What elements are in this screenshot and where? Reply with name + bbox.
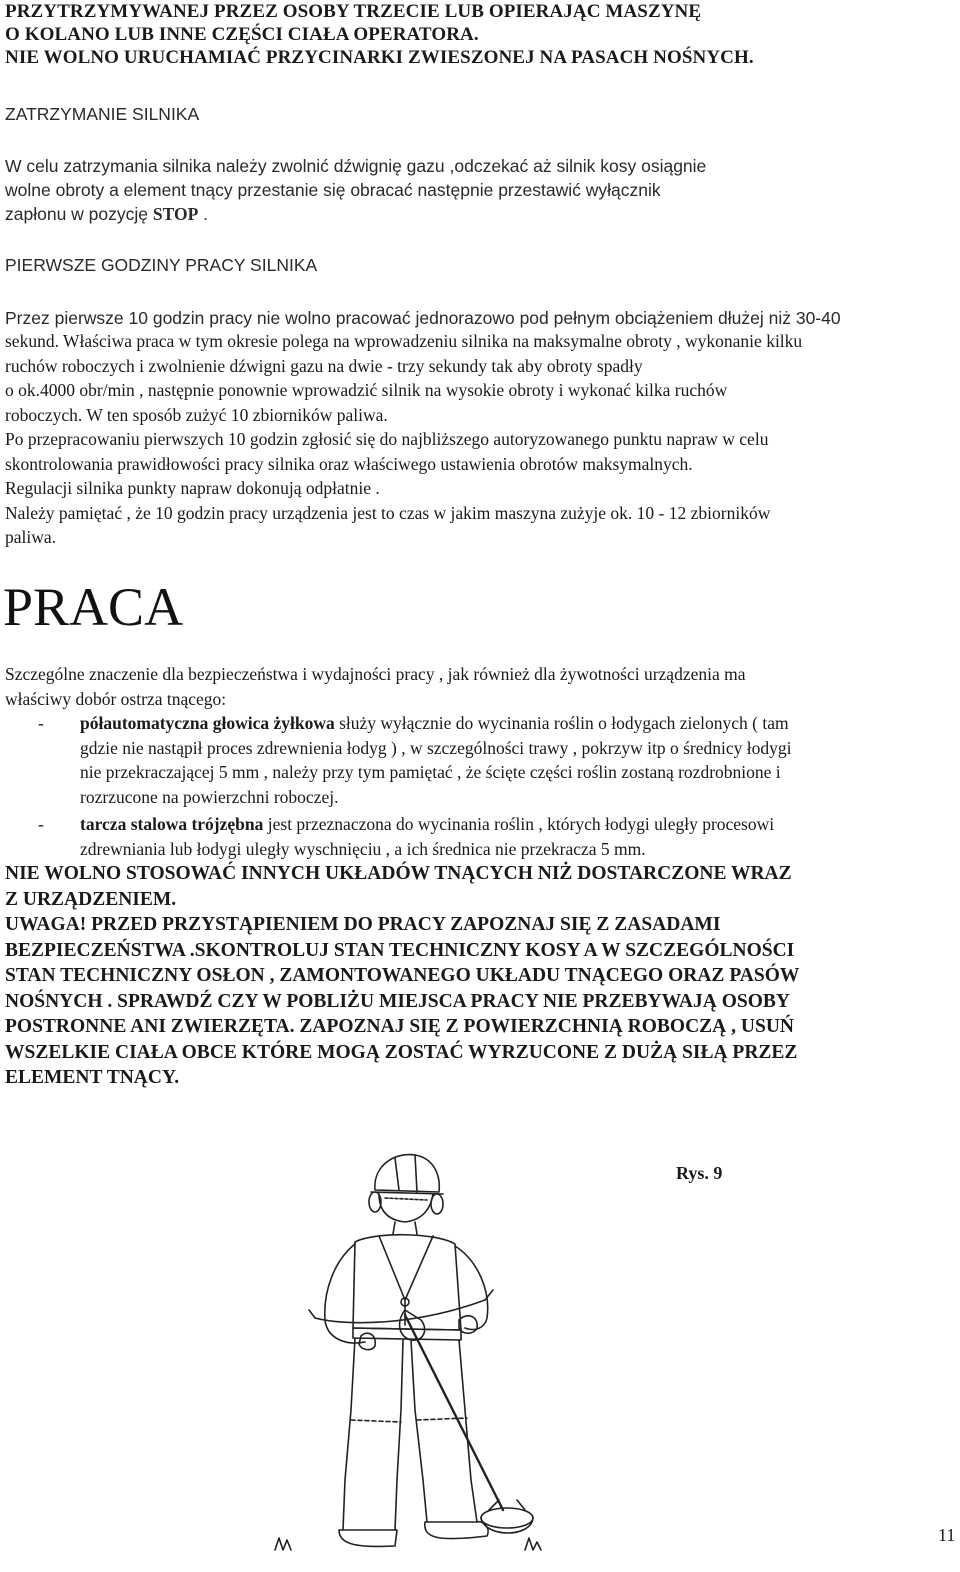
list-item-first-line bbox=[80, 711, 960, 736]
first-hours-line: skontrolowania prawidłowości pracy silnika oraz właściwego ustawienia obrotów maksymalnych. bbox=[5, 453, 693, 474]
top-warning-line: O KOLANO LUB INNE CZĘŚCI CIAŁA OPERATORA. bbox=[5, 24, 479, 45]
operator-with-brushcutter-illustration bbox=[255, 1150, 545, 1565]
praca-intro-line: właściwy dobór ostrza tnącego: bbox=[5, 688, 227, 709]
list-dash: - bbox=[38, 814, 44, 834]
warning-line: WSZELKIE CIAŁA OBCE KTÓRE MOGĄ ZOSTAĆ WYRZUCONE Z DUŻĄ SIŁĄ PRZEZ bbox=[5, 1041, 798, 1063]
stop-prefix: zapłonu w pozycję bbox=[5, 204, 153, 224]
warning-line: STAN TECHNICZNY OSŁON , ZAMONTOWANEGO UKŁADU TNĄCEGO ORAZ PASÓW bbox=[5, 965, 800, 986]
list-item-body bbox=[80, 812, 960, 861]
list-item-first-line bbox=[80, 812, 960, 837]
first-hours-line: sekund. Właściwa praca w tym okresie polega na wprowadzeniu silnika na maksymalne obroty , wykonanie kilku bbox=[5, 331, 803, 351]
stop-suffix: . bbox=[198, 204, 208, 224]
list-item-text: służy wyłącznie do wycinania roślin o łodygach zielonych ( tam bbox=[334, 713, 789, 733]
warning-line: NOŚNYCH . SPRAWDŹ CZY W POBLIŻU MIEJSCA PRACY NIE PRZEBYWAJĄ OSOBY bbox=[5, 990, 790, 1012]
list-item bbox=[5, 812, 955, 862]
stop-line: W celu zatrzymania silnika należy zwolnić dźwignię gazu ,odczekać aż silnik kosy osiągnie bbox=[5, 156, 707, 176]
list-item-line: rozrzucone na powierzchni roboczej. bbox=[80, 786, 339, 807]
first-hours-line: Należy pamiętać , że 10 godzin pracy urządzenia jest to czas w jakim maszyna zużyje ok. 10 - 12 zbiorników bbox=[5, 502, 771, 523]
stop-section-heading: ZATRZYMANIE SILNIKA bbox=[5, 104, 200, 124]
list-item-line: gdzie nie nastąpił proces zdrewnienia łodyg ) , w szczególności trawy , pokrzyw itp o średnicy łodygi bbox=[80, 737, 792, 758]
warning-line: ELEMENT TNĄCY. bbox=[5, 1067, 180, 1088]
list-item-line: nie przekraczającej 5 mm , należy przy tym pamiętać , że ścięte części roślin zostaną rozdrobnione i bbox=[80, 762, 781, 782]
list-item bbox=[5, 711, 955, 811]
top-warning bbox=[5, 0, 955, 69]
warning-line: BEZPIECZEŃSTWA .SKONTROLUJ STAN TECHNICZNY KOSY A W SZCZEGÓLNOŚCI bbox=[5, 939, 795, 961]
first-hours-heading: PIERWSZE GODZINY PRACY SILNIKA bbox=[5, 255, 318, 275]
first-hours-line: paliwa. bbox=[5, 527, 57, 547]
list-item-body bbox=[80, 711, 960, 809]
stop-line: wolne obroty a element tnący przestanie się obracać następnie przestawić wyłącznik bbox=[5, 180, 661, 200]
first-hours-line: ruchów roboczych i zwolnienie dźwigni gazu na dwie - trzy sekundy tak aby obroty spadły bbox=[5, 355, 643, 376]
first-hours-sans-line: Przez pierwsze 10 godzin pracy nie wolno pracować jednorazowo pod pełnym obciążeniem dłużej niż 30-40 bbox=[5, 308, 841, 328]
stop-line-last bbox=[5, 202, 955, 226]
warning-line: NIE WOLNO STOSOWAĆ INNYCH UKŁADÓW TNĄCYCH NIŻ DOSTARCZONE WRAZ bbox=[5, 863, 792, 884]
warning-line: UWAGA! PRZED PRZYSTĄPIENIEM DO PRACY ZAPOZNAJ SIĘ Z ZASADAMI bbox=[5, 914, 721, 935]
list-item-term: półautomatyczna głowica żyłkowa bbox=[80, 713, 335, 733]
warning-line: POSTRONNE ANI ZWIERZĘTA. ZAPOZNAJ SIĘ Z POWIERZCHNIĄ ROBOCZĄ , USUŃ bbox=[5, 1016, 794, 1037]
first-hours-line: roboczych. W ten sposób zużyć 10 zbiorników paliwa. bbox=[5, 404, 388, 425]
praca-title: PRACA bbox=[3, 577, 184, 637]
list-item-term: tarcza stalowa trójzębna bbox=[80, 814, 264, 834]
stop-section-body bbox=[5, 154, 955, 226]
praca-intro bbox=[5, 662, 955, 711]
first-hours-line: o ok.4000 obr/min , następnie ponownie wprowadzić silnik na wysokie obroty i wykonać kilka ruchów bbox=[5, 380, 728, 400]
list-item-text: jest przeznaczona do wycinania roślin , których łodygi uległy procesowi bbox=[263, 814, 775, 834]
first-hours-line: Regulacji silnika punkty napraw dokonują odpłatnie . bbox=[5, 478, 380, 498]
safety-warning bbox=[5, 861, 960, 1091]
list-item-line: zdrewniania lub łodygi uległy wyschnięciu , a ich średnica nie przekracza 5 mm. bbox=[80, 838, 646, 859]
figure-label: Rys. 9 bbox=[676, 1163, 723, 1183]
praca-intro-line: Szczególne znaczenie dla bezpieczeństwa i wydajności pracy , jak również dla żywotności urządzenia ma bbox=[5, 664, 746, 684]
top-warning-line: PRZYTRZYMYWANEJ PRZEZ OSOBY TRZECIE LUB OPIERAJĄC MASZYNĘ bbox=[5, 1, 702, 22]
first-hours-line: Po przepracowaniu pierwszych 10 godzin zgłosić się do najbliższego autoryzowanego punktu napraw w celu bbox=[5, 429, 769, 449]
list-dash: - bbox=[38, 713, 44, 733]
warning-line: Z URZĄDZENIEM. bbox=[5, 888, 177, 910]
page-number: 11 bbox=[938, 1525, 956, 1545]
top-warning-line: NIE WOLNO URUCHAMIAĆ PRZYCINARKI ZWIESZONEJ NA PASACH NOŚNYCH. bbox=[5, 47, 754, 68]
stop-keyword: STOP bbox=[152, 204, 199, 224]
first-hours-body bbox=[5, 329, 960, 550]
